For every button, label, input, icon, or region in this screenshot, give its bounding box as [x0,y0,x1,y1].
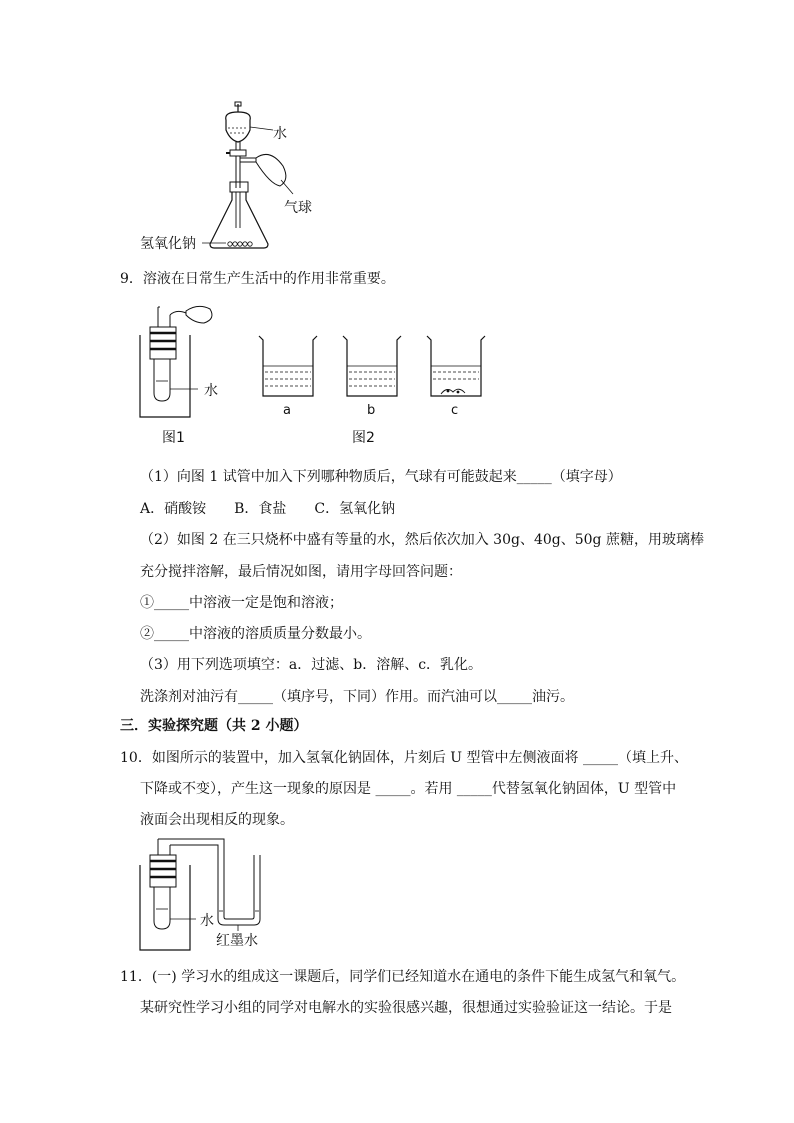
q11-line2: 某研究性学习小组的同学对电解水的实验很感兴趣，很想通过实验验证这一结论。于是 [140,1000,672,1016]
q10-line3: 液面会出现相反的现象。 [140,812,294,828]
q10-line2: 下降或不变），产生这一现象的原因是 _____。若用 _____代替氢氧化钠固体，U 型管中 [140,781,677,797]
q9-part2-2: ②_____中溶液的溶质质量分数最小。 [140,626,371,642]
q9-part1: （1）向图 1 试管中加入下列哪种物质后，气球有可能鼓起来_____（填字母） [140,469,622,485]
beaker-c-label: c [451,403,459,418]
flask-balloon-figure [140,100,340,260]
fig1-water-label: 水 [204,383,218,399]
beaker-b-label: b [367,403,376,418]
label-water: 水 [273,126,287,142]
q9-part3-b: 洗涤剂对油污有_____（填序号，下同）作用。而汽油可以_____油污。 [140,689,574,705]
fig2-beakers [255,330,495,445]
q11-line1: 11．(一) 学习水的组成这一课题后，同学们已经知道水在通电的条件下能生成氢气和氧气。 [120,969,686,985]
fig1-bottle [130,305,240,445]
u-fig-ink-label: 红墨水 [216,933,258,949]
q9-part2-b: 充分搅拌溶解，最后情况如图，请用字母回答问题： [140,564,462,580]
fig2-caption: 图2 [352,430,375,446]
beaker-a-label: a [283,403,291,418]
fig1-caption: 图1 [162,430,185,446]
label-naoh: 氢氧化钠 [140,236,196,252]
q9-stem: 9．溶液在日常生产生活中的作用非常重要。 [120,271,395,287]
section-heading: 三．实验探究题（共 2 小题） [120,718,308,734]
q9-options: A．硝酸铵 B．食盐 C．氢氧化钠 [140,501,396,517]
q10-line1: 10．如图所示的装置中，加入氢氧化钠固体，片刻后 U 型管中左侧液面将 _____（填上升、 [120,750,688,766]
label-balloon: 气球 [284,200,312,216]
u-tube-figure [130,835,290,960]
q9-part2-1: ①_____中溶液一定是饱和溶液； [140,595,343,611]
q9-part3: （3）用下列选项填空：a．过滤、b．溶解、c．乳化。 [140,657,483,673]
u-fig-water-label: 水 [200,913,214,929]
q9-part2-a: （2）如图 2 在三只烧杯中盛有等量的水，然后依次加入 30g、40g、50g 蔗糖，用玻璃棒 [140,532,704,548]
